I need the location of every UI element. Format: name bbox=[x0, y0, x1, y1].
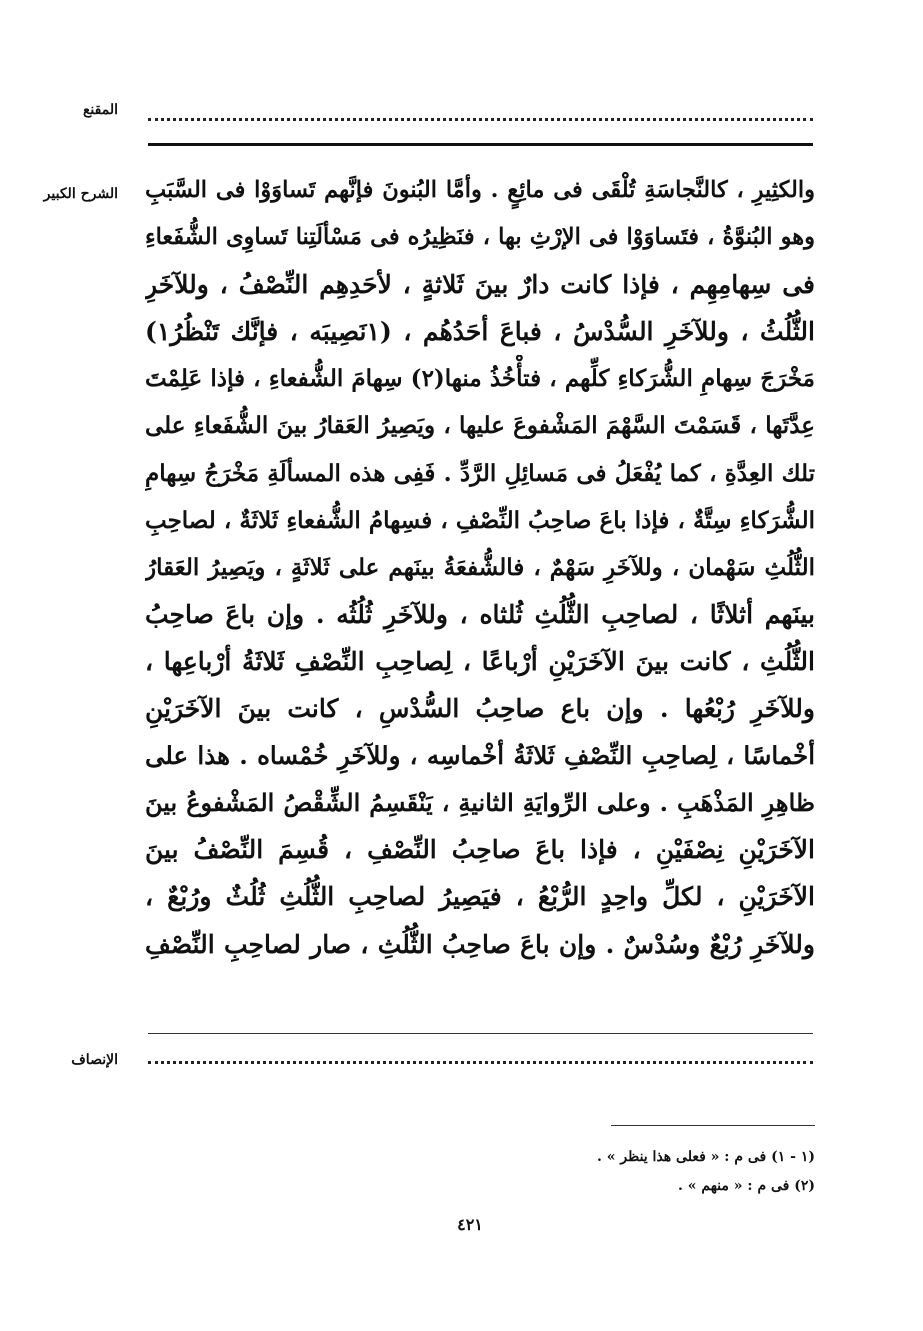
footnote-1: (١ - ١) فى م : « فعلى هذا ينظر » . bbox=[596, 1149, 815, 1165]
body-line: عِدَّتَها ، قَسَمْتَ السَّهْمَ المَشْفوعَ عليها ، ويَصِيرُ العَقارُ بينَ الشُّفَعاءِ على bbox=[145, 412, 815, 440]
body-line: الآخَرَيْنِ ، لكلِّ واحِدٍ الرُّبْعُ ، فيَصِيرُ لصاحِبِ الثُّلُثِ ثُلُثٌ ورُبْعٌ ، bbox=[145, 882, 815, 912]
body-line: فى سِهامِهِم ، فإذا كانت دارٌ بينَ ثَلاثةٍ ، لأحَدِهِم النِّصْفُ ، وللآخَرِ bbox=[145, 270, 815, 300]
page-number: ٤٢١ bbox=[457, 1215, 483, 1234]
body-line: وللآخَرِ رُبْعٌ وسُدْسٌ . وإن باعَ صاحِبُ الثُّلُثِ ، صار لصاحِبِ النِّصْفِ bbox=[145, 929, 815, 959]
header-rule bbox=[148, 143, 813, 146]
header-book-title: المقنع bbox=[82, 102, 118, 118]
body-end-rule bbox=[148, 1033, 813, 1034]
insaf-label: الإنصاف bbox=[71, 1052, 118, 1068]
body-line: الثُّلُثُ ، وللآخَرِ السُّدْسُ ، فباعَ أحَدُهُم ، (١نَصِيبَه ، فإنَّك تَنْظُرُ١) bbox=[145, 317, 815, 347]
body-line: الثُّلُثِ سَهْمان ، وللآخَرِ سَهْمٌ ، فالشُّفعَةُ بينَهم على ثَلاثَةٍ ، ويَصِيرُ العَقارُ bbox=[145, 553, 815, 581]
body-line: وللآخَرِ رُبْعُها . وإن باع صاحِبُ السُّدْسِ ، كانت بينَ الآخَرَيْنِ bbox=[145, 694, 815, 724]
body-line: تلك العِدَّةِ ، كما يُفْعَلُ فى مَسائِلِ الرَّدِّ . فَفِى هذه المسألَةِ مَخْرَجُ سِهامِ bbox=[145, 459, 815, 487]
commentary-body bbox=[145, 167, 815, 968]
body-line: بينَهم أثلاثًا ، لصاحِبِ الثُّلُثِ ثُلثاه ، وللآخَرِ ثُلُثُه . وإن باعَ صاحِبُ bbox=[145, 599, 815, 629]
insaf-dotted-line bbox=[148, 1058, 813, 1064]
body-line: والكثِيرِ ، كالنَّجاسَةِ تُلْقَى فى مائِعٍ . وأمَّا البُنونَ فإنَّهم تَساوَوْا فى السَّبَبِ bbox=[145, 177, 815, 203]
body-line: وهو البُنوَّةُ ، فتَساوَوْا فى الإرْثِ بها ، فنَظِيرُه فى مَسْألَتِنا تَساوِى الشُّفَعاءِ bbox=[145, 224, 815, 251]
body-line: الثُّلُثِ ، كانت بينَ الآخَرَيْنِ أرْباعًا ، لِصاحِبِ النِّصْفِ ثَلاثَةُ أرْباعِها ، bbox=[145, 646, 815, 676]
header-dotted-line bbox=[148, 115, 813, 121]
body-line: مَخْرَجَ سِهامِ الشُّرَكاءِ كلِّهم ، فتأْخُذُ منها(٢) سِهامَ الشُّفعاءِ ، فإذا عَلِمْتَ bbox=[145, 365, 815, 393]
commentary-label: الشرح الكبير bbox=[43, 186, 118, 202]
footnote-rule bbox=[611, 1125, 815, 1126]
body-line: الشُّرَكاءِ سِتَّةٌ ، فإذا باعَ صاحِبُ النِّصْفِ ، فسِهامُ الشُّفعاءِ ثَلاثَةٌ ، لصاحِبِ bbox=[145, 506, 815, 534]
footnote-2: (٢) فى م : « منهم » . bbox=[678, 1178, 815, 1194]
body-line: أخْماسًا ، لِصاحِبِ النِّصْفِ ثَلاثَةُ أخْماسِه ، وللآخَرِ خُمْساه . هذا على bbox=[145, 741, 815, 771]
body-line: الآخَرَيْنِ نِصْفَيْنِ ، فإذا باعَ صاحِبُ النِّصْفِ ، قُسِمَ النِّصْفُ بينَ bbox=[145, 835, 815, 865]
body-line: ظاهِرِ المَذْهَبِ . وعلى الرِّوايَةِ الثانيةِ ، يَنْقَسِمُ الشِّقْصُ المَشْفوعُ بينَ bbox=[145, 788, 815, 818]
